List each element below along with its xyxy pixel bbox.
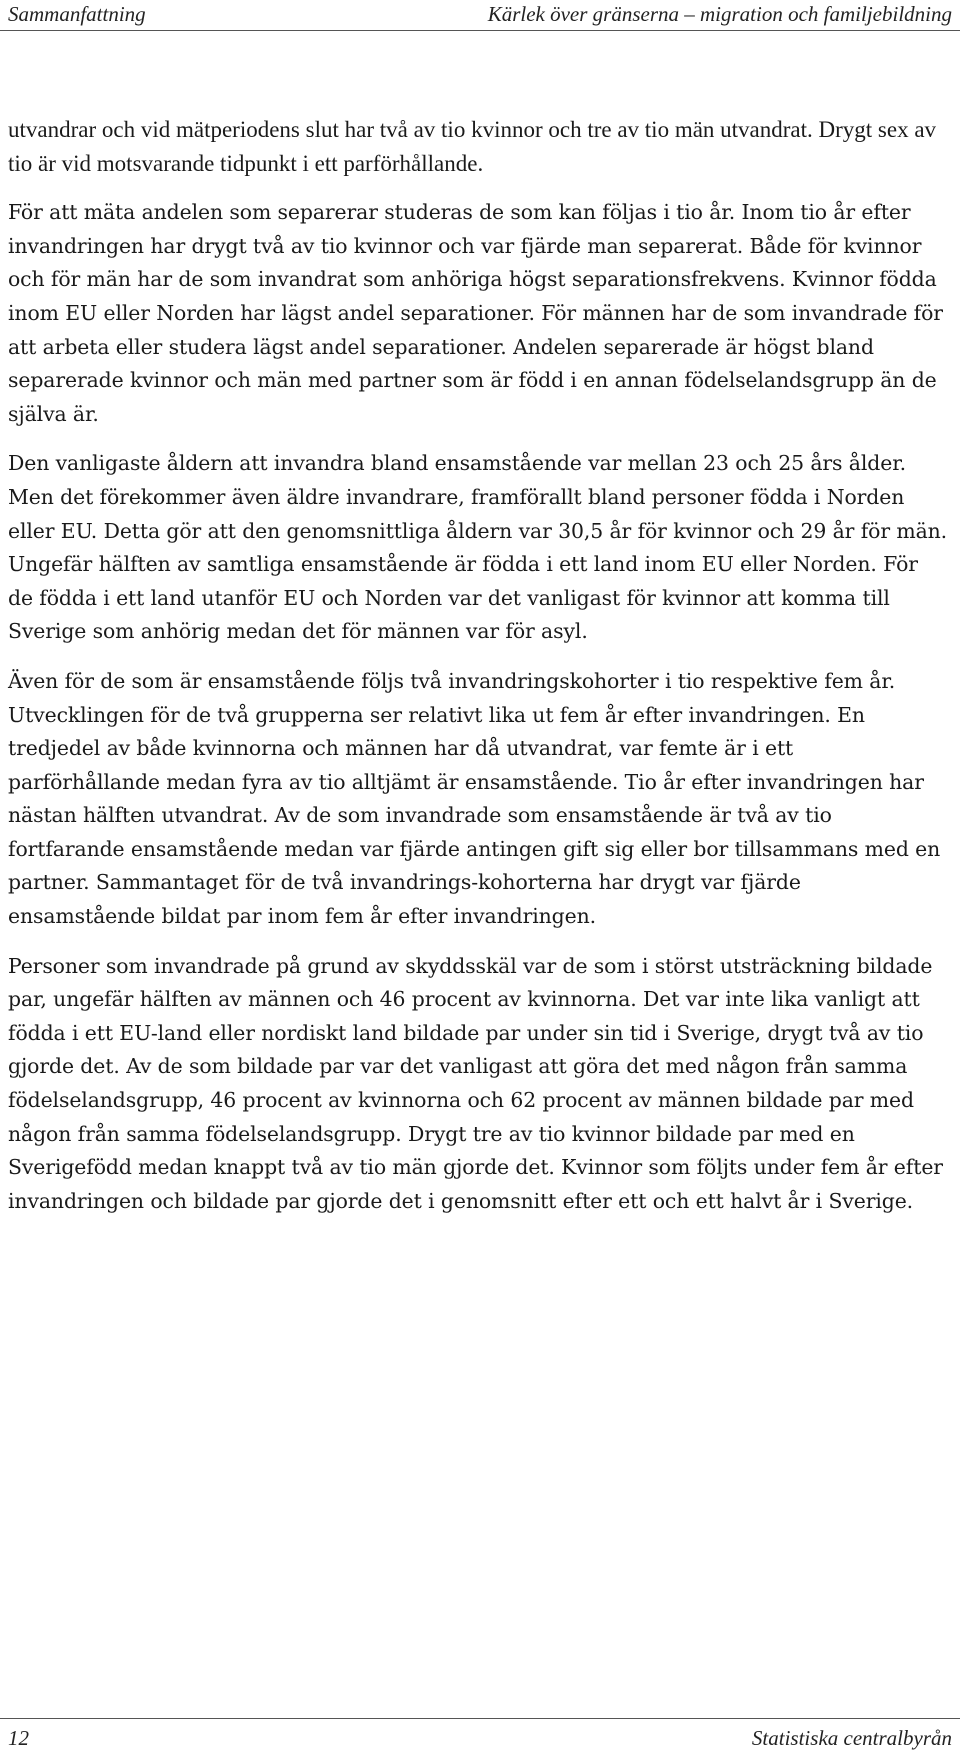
paragraph: För att mäta andelen som separerar studeras de som kan följas i tio år. Inom tio år efter invandringen har drygt två av tio kvinnor och var fjärde man separerat. Både för kvinnor och för män har de som invandrat som anhöriga högst separationsfrekvens. Kvinnor födda inom EU eller Norden har lägst andel separationer. För männen har de som invandrade för att arbeta eller studera lägst andel separationer. Andelen separerade är högst bland separerade kvinnor och män med partner som är född i en annan födelselandsgrupp än de själva är. [8, 200, 943, 426]
publisher-name: Statistiska centralbyrån [751, 1726, 952, 1750]
running-header [0, 0, 960, 31]
body-text [8, 113, 948, 1234]
page-number: 12 [8, 1726, 29, 1750]
paragraph: Den vanligaste åldern att invandra bland ensamstående var mellan 23 och 25 års ålder. Men det förekommer även äldre invandrare, framförallt bland personer födda i Norden eller EU. Detta gör att den genomsnittliga åldern var 30,5 år för kvinnor och 29 år för män. Ungefär hälften av samtliga ensamstående är födda i ett land inom EU eller Norden. För de födda i ett land utanför EU och Norden var det vanligast för kvinnor att komma till Sverige som anhörig medan det för männen var för asyl. [8, 451, 948, 644]
paragraph: Personer som invandrade på grund av skyddsskäl var de som i störst utsträckning bildade par, ungefär hälften av männen och 46 procent av kvinnorna. Det var inte lika vanligt att födda i ett EU-land eller nordiskt land bildade par under sin tid i Sverige, drygt två av tio gjorde det. Av de som bildade par var det vanligast att göra det med någon från samma födelselandsgrupp, 46 procent av kvinnorna och 62 procent av männen bildade par med någon från samma födelselandsgrupp. Drygt tre av tio kvinnor bildade par med en Sverigefödd medan knappt två av tio män gjorde det. Kvinnor som följts under fem år efter invandringen och bildade par gjorde det i genomsnitt efter ett och ett halvt år i Sverige. [8, 953, 943, 1213]
paragraph: Även för de som är ensamstående följs två invandringskohorter i tio respektive fem år. Utvecklingen för de två grupperna ser relativt lika ut fem år efter invandringen. En tredjedel av både kvinnorna och männen har då utvandrat, var femte är i ett parförhållande medan fyra av tio alltjämt är ensamstående. Tio år efter invandringen har nästan hälften utvandrat. Av de som invandrade som ensamstående är två av tio fortfarande ensamstående medan var fjärde antingen gift sig eller bor tillsammans med en partner. Sammantaget för de två invandrings-kohorterna har drygt var fjärde ensamstående bildat par inom fem år efter invandringen. [8, 668, 941, 929]
paragraph: utvandrar och vid mätperiodens slut har två av tio kvinnor och tre av tio män utvandrat. Drygt sex av tio är vid motsvarande tidpunkt i ett parförhållande. [8, 117, 937, 176]
section-title: Sammanfattning [8, 2, 146, 26]
page-footer [0, 1718, 960, 1754]
document-title: Kärlek över gränserna – migration och familjebildning [487, 2, 952, 26]
